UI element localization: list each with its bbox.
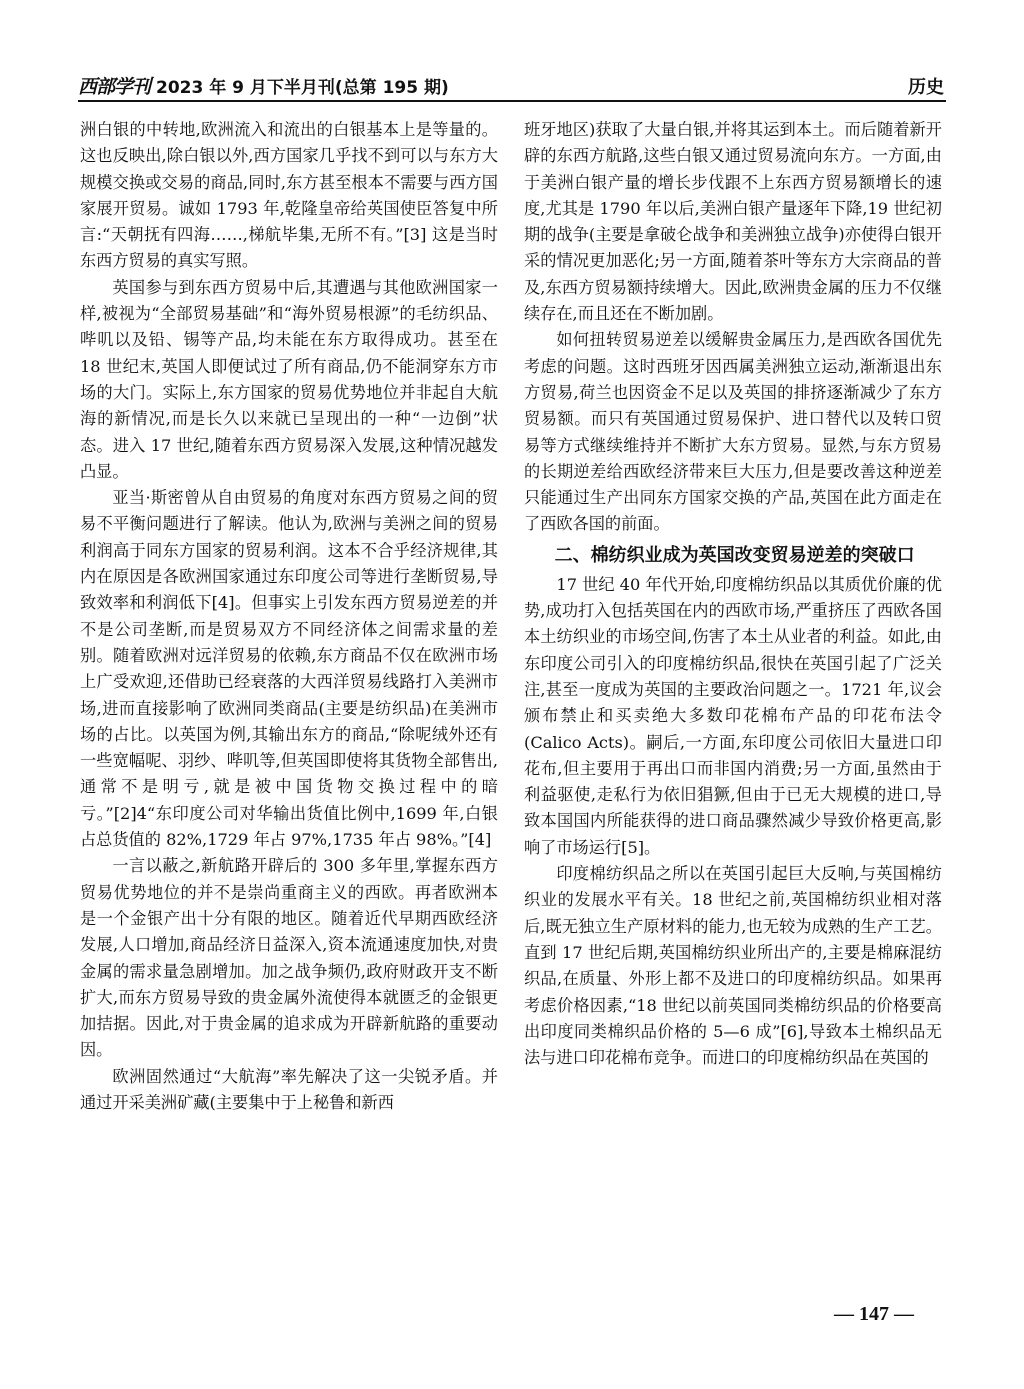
paragraph: 印度棉纺织品之所以在英国引起巨大反响,与英国棉纺织业的发展水平有关。18 世纪之前,英国棉纺织业相对落后,既无独立生产原材料的能力,也无较为成熟的生产工艺。直到 17 世纪后期,英国棉纺织业所出产的,主要是棉麻混纺织品,在质量、外形上都不及进口的印度棉纺织品。如果再考虑价格因素,“18 世纪以前英国同类棉纺织品的价格要高出印度同类棉织品价格的 5—6 成”[6],导致本土棉织品无法与进口印花棉布竞争。而进口的印度棉纺织品在英国的	[524, 864, 942, 1068]
page-number: — 147 —	[834, 1303, 914, 1325]
issue-info: 2023 年 9 月下半月刊(总第 195 期)	[156, 78, 449, 98]
paragraph: 如何扭转贸易逆差以缓解贵金属压力,是西欧各国优先考虑的问题。这时西班牙因西属美洲独立运动,渐渐退出东方贸易,荷兰也因资金不足以及英国的排挤逐渐减少了东方贸易额。而只有英国通过贸易保护、进口替代以及转口贸易等方式继续维持并不断扩大东方贸易。显然,与东方贸易的长期逆差给西欧经济带来巨大压力,但是要改善这种逆差只能通过生产出同东方国家交换的产品,英国在此方面走在了西欧各国的前面。	[524, 330, 942, 534]
running-header	[78, 70, 946, 102]
left-column	[80, 117, 498, 1287]
paragraph: 17 世纪 40 年代开始,印度棉纺织品以其质优价廉的优势,成功打入包括英国在内的西欧市场,严重挤压了西欧各国本土纺织业的市场空间,伤害了本土从业者的利益。如此,由东印度公司引入的印度棉纺织品,很快在英国引起了广泛关注,甚至一度成为英国的主要政治问题之一。1721 年,议会颁布禁止和买卖绝大多数印花棉布产品的印花布法令(Calico Acts)。嗣后,一方面,东印度公司依旧大量进口印花布,但主要用于再出口而非国内消费;另一方面,虽然由于利益驱使,走私行为依旧猖獗,但由于已无大规模的进口,导致本国国内所能获得的进口商品骤然减少导致价格更高,影响了市场运行[5]。	[524, 574, 942, 857]
paragraph: 班牙地区)获取了大量白银,并将其运到本土。而后随着新开辟的东西方航路,这些白银又通过贸易流向东方。一方面,由于美洲白银产量的增长步伐跟不上东西方贸易额增长的速度,尤其是 1790 年以后,美洲白银产量逐年下降,19 世纪初期的战争(主要是拿破仑战争和美洲独立战争)亦使得白银开采的情况更加恶化;另一方面,随着茶叶等东方大宗商品的普及,东西方贸易额持续增大。因此,欧洲贵金属的压力不仅继续存在,而且还在不断加剧。	[524, 120, 942, 324]
paragraph: 亚当·斯密曾从自由贸易的角度对东西方贸易之间的贸易不平衡问题进行了解读。他认为,欧洲与美洲之间的贸易利润高于同东方国家的贸易利润。这本不合乎经济规律,其内在原因是各欧洲国家通过东印度公司等进行垄断贸易,导致效率和利润低下[4]。但事实上引发东西方贸易逆差的并不是公司垄断,而是贸易双方不同经济体之间需求量的差别。随着欧洲对远洋贸易的依赖,东方商品不仅在欧洲市场上广受欢迎,还借助已经衰落的大西洋贸易线路打入美洲市场,进而直接影响了欧洲同类商品(主要是纺织品)在美洲市场的占比。以英国为例,其输出东方的商品,“除呢绒外还有一些宽幅呢、羽纱、哔叽等,但英国即使将其货物全部售出,通常不是明亏,就是被中国货物交换过程中的暗亏。”[2]4“东印度公司对华输出货值比例中,1699 年,白银占总货值的 82%,1729 年占 97%,1735 年占 98%。”[4]	[80, 488, 498, 850]
section-label: 历史	[908, 77, 944, 98]
section-heading: 二、棉纺织业成为英国改变贸易逆差的突破口	[554, 544, 915, 566]
right-column	[524, 117, 942, 1287]
journal-logo: 西部学刊	[78, 76, 151, 98]
paragraph: 洲白银的中转地,欧洲流入和流出的白银基本上是等量的。这也反映出,除白银以外,西方国家几乎找不到可以与东方大规模交换或交易的商品,同时,东方甚至根本不需要与西方国家展开贸易。诚如 1793 年,乾隆皇帝给英国使臣答复中所言:“天朝抚有四海……,梯航毕集,无所不有。”[3] 这是当时东西方贸易的真实写照。	[80, 120, 498, 271]
paragraph: 欧洲固然通过“大航海”率先解决了这一尖锐矛盾。并通过开采美洲矿藏(主要集中于上秘鲁和新西	[80, 1066, 498, 1112]
paragraph: 一言以蔽之,新航路开辟后的 300 多年里,掌握东西方贸易优势地位的并不是崇尚重商主义的西欧。再者欧洲本是一个金银产出十分有限的地区。随着近代早期西欧经济发展,人口增加,商品经济日益深入,资本流通速度加快,对贵金属的需求量急剧增加。加之战争频仍,政府财政开支不断扩大,而东方贸易导致的贵金属外流使得本就匮乏的金银更加拮据。因此,对于贵金属的追求成为开辟新航路的重要动因。	[80, 856, 498, 1060]
paragraph: 英国参与到东西方贸易中后,其遭遇与其他欧洲国家一样,被视为“全部贸易基础”和“海外贸易根源”的毛纺织品、哔叽以及铅、锡等产品,均未能在东方取得成功。甚至在 18 世纪末,英国人即便试过了所有商品,仍不能洞穿东方市场的大门。实际上,东方国家的贸易优势地位并非起自大航海的新情况,而是长久以来就已呈现出的一种“一边倒”状态。进入 17 世纪,随着东西方贸易深入发展,这种情况越发凸显。	[80, 277, 498, 481]
